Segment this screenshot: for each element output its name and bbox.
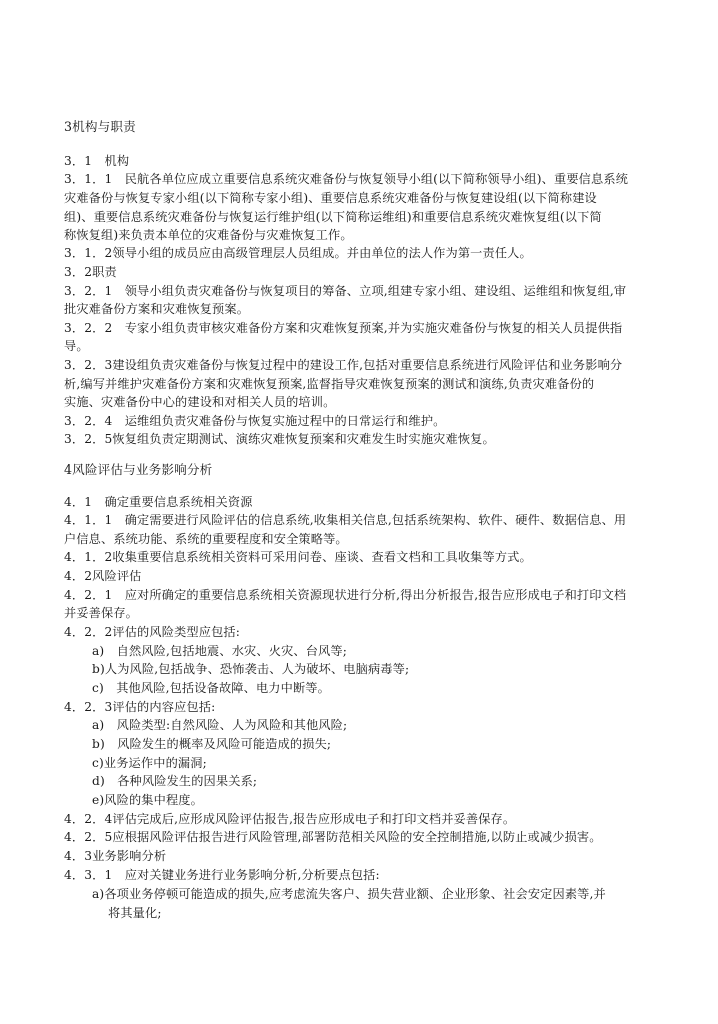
- list-item-4-2-2-b: b)人为风险,包括战争、恐怖袭击、人为破坏、电脑病毒等;: [92, 662, 410, 676]
- clause-4-2-1-line2: 并妥善保存。: [64, 606, 139, 620]
- clause-3-2-3-line3: 实施、灾难备份中心的建设和对相关人员的培训。: [64, 395, 336, 409]
- clause-4-1: 4．1 确定重要信息系统相关资源: [64, 495, 253, 509]
- clause-3-1-1-line3: 组)、重要信息系统灾难备份与恢复运行维护组(以下简称运维组)和重要信息系统灾难恢复组(以下简: [64, 210, 602, 224]
- list-item-4-3-1-a-line2: 将其量化;: [108, 906, 162, 920]
- clause-3-1-1-line1: 3．1．1 民航各单位应成立重要信息系统灾难备份与恢复领导小组(以下简称领导小组)、重要信息系统: [64, 172, 629, 186]
- clause-3-1-1-line4: 称恢复组)来负责本单位的灾难备份与灾难恢复工作。: [64, 228, 353, 242]
- clause-4-2-5: 4．2．5应根据风险评估报告进行风险管理,部署防范相关风险的安全控制措施,以防止或减少损害。: [64, 830, 602, 844]
- clause-3-2-3-line1: 3．2．3建设组负责灾难备份与恢复过程中的建设工作,包括对重要信息系统进行风险评估和业务影响分: [64, 358, 623, 372]
- clause-3-2-2-line1: 3．2．2 专家小组负责审核灾难备份方案和灾难恢复预案,并为实施灾难备份与恢复的相关人员提供指: [64, 321, 623, 335]
- clause-3-2-4: 3．2．4 运维组负责灾难备份与恢复实施过程中的日常运行和维护。: [64, 414, 446, 428]
- clause-4-3: 4．3业务影响分析: [64, 849, 167, 863]
- clause-4-1-1-line1: 4．1．1 确定需要进行风险评估的信息系统,收集相关信息,包括系统架构、软件、硬件、数据信息、用: [64, 513, 627, 527]
- clause-3-2: 3．2职责: [64, 265, 117, 279]
- list-item-4-2-3-c: c)业务运作中的漏洞;: [92, 756, 207, 770]
- clause-3-1: 3．1 机构: [64, 154, 130, 168]
- clause-3-1-1-line2: 灾难备份与恢复专家小组(以下简称专家小组)、重要信息系统灾难备份与恢复建设组(以下简称建设: [64, 191, 597, 205]
- section-heading-3: 3机构与职责: [64, 119, 136, 134]
- clause-3-2-5: 3．2．5恢复组负责定期测试、演练灾难恢复预案和灾难发生时实施灾难恢复。: [64, 432, 495, 446]
- clause-4-2-1-line1: 4．2．1 应对所确定的重要信息系统相关资源现状进行分析,得出分析报告,报告应形成电子和打印文档: [64, 588, 627, 602]
- clause-3-2-1-line1: 3．2．1 领导小组负责灾难备份与恢复项目的筹备、立项,组建专家小组、建设组、运维组和恢复组,审: [64, 284, 627, 298]
- clause-4-2-3: 4．2．3评估的内容应包括:: [64, 700, 216, 714]
- list-item-4-2-2-a: a) 自然风险,包括地震、水灾、火灾、台风等;: [92, 644, 348, 658]
- clause-4-3-1: 4．3．1 应对关键业务进行业务影响分析,分析要点包括:: [64, 868, 380, 882]
- list-item-4-2-3-d: d) 各种风险发生的因果关系;: [92, 774, 258, 788]
- section-heading-4: 4风险评估与业务影响分析: [64, 462, 213, 477]
- clause-4-2-4: 4．2．4评估完成后,应形成风险评估报告,报告应形成电子和打印文档并妥善保存。: [64, 812, 516, 826]
- clause-3-2-2-line2: 导。: [64, 339, 89, 353]
- clause-3-1-2: 3．1．2领导小组的成员应由高级管理层人员组成。并由单位的法人作为第一责任人。: [64, 246, 532, 260]
- list-item-4-3-1-a-line1: a)各项业务停顿可能造成的损失,应考虑流失客户、损失营业额、企业形象、社会安定因素等,并: [92, 887, 606, 901]
- list-item-4-2-2-c: c) 其他风险,包括设备故障、电力中断等。: [92, 681, 330, 695]
- clause-4-1-1-line2: 户信息、系统功能、系统的重要程度和安全策略等。: [64, 532, 348, 546]
- list-item-4-2-3-b: b) 风险发生的概率及风险可能造成的损失;: [92, 737, 332, 751]
- clause-4-2: 4．2风险评估: [64, 569, 142, 583]
- clause-4-1-2: 4．1．2收集重要信息系统相关资料可采用问卷、座谈、查看文档和工具收集等方式。: [64, 550, 532, 564]
- list-item-4-2-3-e: e)风险的集中程度。: [92, 793, 203, 807]
- clause-4-2-2: 4．2．2评估的风险类型应包括:: [64, 625, 241, 639]
- clause-3-2-3-line2: 析,编写并维护灾难备份方案和灾难恢复预案,监督指导灾难恢复预案的测试和演练,负责灾难备份的: [64, 377, 595, 391]
- list-item-4-2-3-a: a) 风险类型:自然风险、人为风险和其他风险;: [92, 718, 348, 732]
- clause-3-2-1-line2: 批灾难备份方案和灾难恢复预案。: [64, 302, 250, 316]
